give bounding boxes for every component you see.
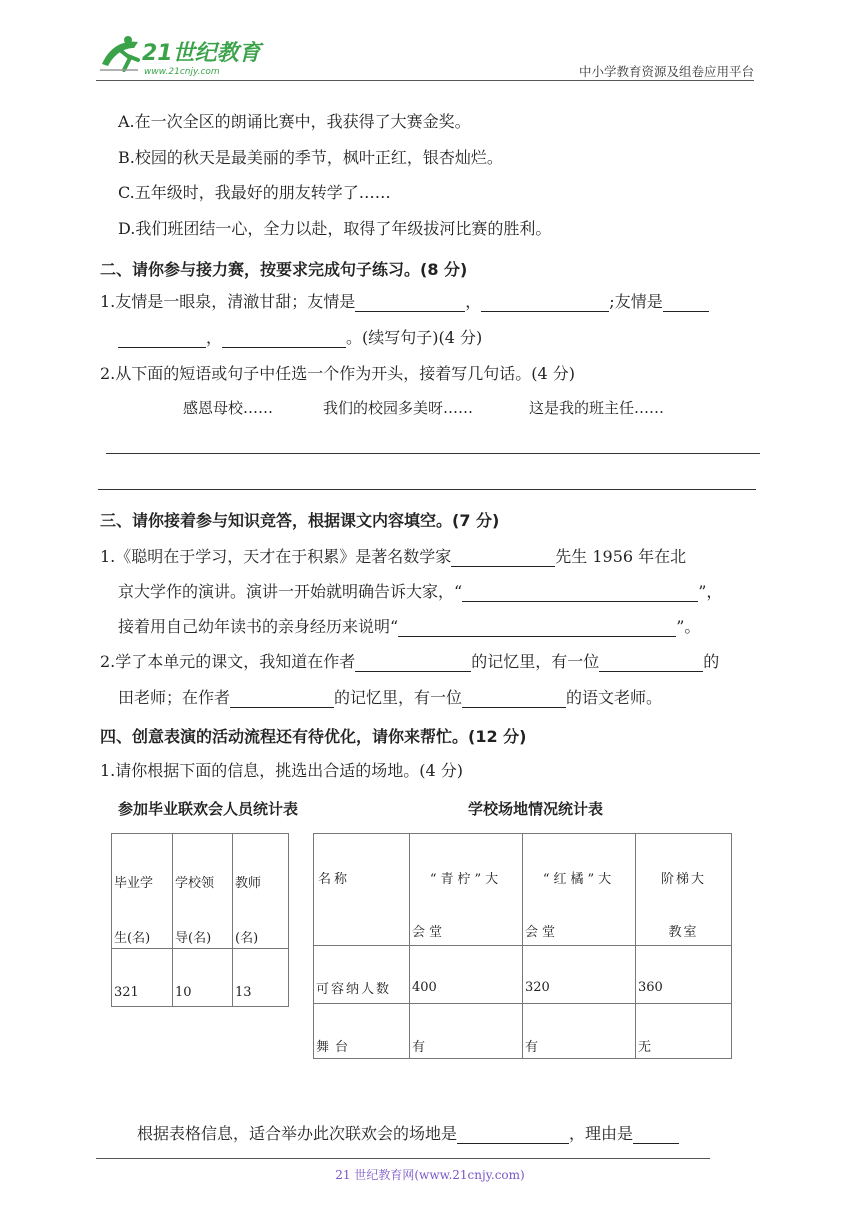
s3-q2-text-c: 的 bbox=[703, 652, 720, 671]
option-d: D.我们班团结一心，全力以赴，取得了年级拔河比赛的胜利。 bbox=[118, 219, 552, 238]
platform-name: 中小学教育资源及组卷应用平台 bbox=[578, 64, 754, 79]
s3-q2-text-a: 2.学了本单元的课文，我知道在作者 bbox=[100, 652, 356, 671]
s3-blank-7[interactable] bbox=[462, 691, 566, 708]
section-2-title: 二、请你参与接力赛，按要求完成句子练习。(8 分) bbox=[100, 260, 468, 279]
table1-cell: 321 bbox=[112, 949, 173, 1007]
table2-cell: 320 bbox=[523, 946, 636, 1004]
s2-q2: 2.从下面的短语或句子中任选一个作为开头，接着写几句话。(4 分) bbox=[100, 364, 576, 383]
s2-q1-text-a: 1.友情是一眼泉，清澈甘甜；友情是 bbox=[100, 292, 356, 311]
s3-q1-text-a: 1.《聪明在于学习，天才在于积累》是著名数学家 bbox=[100, 547, 452, 566]
s3-q2-text-f: 的语文老师。 bbox=[566, 688, 663, 707]
table2-row-label: 舞台 bbox=[314, 1004, 410, 1059]
site-logo bbox=[94, 30, 264, 82]
s2-prompt-3: 这是我的班主任…… bbox=[529, 399, 665, 417]
s3-q2-text-b: 的记忆里，有一位 bbox=[471, 652, 600, 671]
option-b: B.校园的秋天是最美丽的季节，枫叶正红，银杏灿烂。 bbox=[118, 148, 503, 167]
s2-prompt-1: 感恩母校…… bbox=[183, 399, 274, 417]
table1-header-cell: 教师 (名) bbox=[233, 834, 289, 949]
table2-row-label: 可容纳人数 bbox=[314, 946, 410, 1004]
s2-q1-line1 bbox=[100, 292, 709, 312]
writing-line-2[interactable] bbox=[98, 489, 756, 490]
table2-header-row bbox=[314, 834, 732, 946]
logo-url: www.21cnjy.com bbox=[144, 67, 220, 77]
s2-q1-text-b: ， bbox=[465, 292, 482, 311]
s3-blank-3[interactable] bbox=[398, 620, 676, 637]
s2-blank-4[interactable] bbox=[118, 331, 206, 348]
table1-title: 参加毕业联欢会人员统计表 bbox=[118, 800, 299, 818]
table2-header-cell: “红橘”大 会堂 bbox=[523, 834, 636, 946]
option-a: A.在一次全区的朗诵比赛中，我获得了大赛金奖。 bbox=[118, 112, 471, 131]
s3-blank-2[interactable] bbox=[462, 585, 698, 602]
s2-q1-text-d: ， bbox=[206, 328, 223, 347]
section-3-title: 三、请你接着参与知识竞答，根据课文内容填空。(7 分) bbox=[100, 511, 500, 530]
table2-cell: 有 bbox=[410, 1004, 523, 1059]
s2-prompt-2: 我们的校园多美呀…… bbox=[323, 399, 474, 417]
s4-blank-venue[interactable] bbox=[457, 1127, 569, 1144]
table2-cell: 360 bbox=[636, 946, 732, 1004]
s4-answer-text-a: 根据表格信息，适合举办此次联欢会的场地是 bbox=[137, 1124, 458, 1143]
s3-q1-line3 bbox=[118, 617, 700, 637]
table2-header-cell: 名称 bbox=[314, 834, 410, 946]
table1-header-row bbox=[112, 834, 289, 949]
s3-q2-text-d: 田老师；在作者 bbox=[118, 688, 231, 707]
s4-blank-reason[interactable] bbox=[633, 1127, 679, 1144]
s3-q2-line2 bbox=[118, 688, 662, 708]
footer-link[interactable]: 21 世纪教育网(www.21cnjy.com) bbox=[335, 1168, 525, 1182]
section-4-title: 四、创意表演的活动流程还有待优化，请你来帮忙。(12 分) bbox=[100, 727, 527, 746]
table1-cell: 13 bbox=[233, 949, 289, 1007]
s2-q1-line2 bbox=[118, 328, 482, 348]
s3-q1-text-d: ”， bbox=[698, 582, 723, 601]
s3-q1-line2 bbox=[118, 582, 722, 602]
option-c: C.五年级时，我最好的朋友转学了…… bbox=[118, 183, 391, 202]
s3-blank-4[interactable] bbox=[355, 655, 471, 672]
s3-blank-6[interactable] bbox=[230, 691, 334, 708]
table1-header-cell: 学校领 导(名) bbox=[173, 834, 233, 949]
s4-q1: 1.请你根据下面的信息，挑选出合适的场地。(4 分) bbox=[100, 761, 464, 780]
s3-q1-text-f: ”。 bbox=[676, 617, 701, 636]
attendee-table bbox=[111, 833, 289, 1007]
table2-header-cell: “青柠”大 会堂 bbox=[410, 834, 523, 946]
footer-divider bbox=[96, 1158, 710, 1159]
s2-blank-2[interactable] bbox=[481, 295, 609, 312]
table1-cell: 10 bbox=[173, 949, 233, 1007]
table2-cell: 无 bbox=[636, 1004, 732, 1059]
writing-line-1[interactable] bbox=[106, 453, 760, 454]
s3-q1-text-e: 接着用自己幼年读书的亲身经历来说明“ bbox=[118, 617, 399, 636]
s3-blank-1[interactable] bbox=[451, 550, 555, 567]
s4-answer-text-b: ，理由是 bbox=[569, 1124, 634, 1143]
table1-header-cell: 毕业学 生(名) bbox=[112, 834, 173, 949]
logo-text: 21世纪教育 bbox=[142, 41, 261, 66]
table2-header-cell: 阶梯大 教室 bbox=[636, 834, 732, 946]
s2-blank-1[interactable] bbox=[355, 295, 465, 312]
s2-q1-text-c: ;友情是 bbox=[609, 292, 663, 311]
s4-answer-line bbox=[137, 1124, 679, 1144]
s3-q1-text-b: 先生 1956 年在北 bbox=[555, 547, 687, 566]
table2-cell: 400 bbox=[410, 946, 523, 1004]
venue-table bbox=[313, 833, 732, 1059]
s2-blank-5[interactable] bbox=[222, 331, 346, 348]
s2-q1-text-e: 。(续写句子)(4 分) bbox=[346, 328, 483, 347]
s3-q2-text-e: 的记忆里，有一位 bbox=[334, 688, 463, 707]
table2-cell: 有 bbox=[523, 1004, 636, 1059]
s3-q1-line1 bbox=[100, 547, 686, 567]
table2-title: 学校场地情况统计表 bbox=[468, 800, 604, 818]
s3-q2-line1 bbox=[100, 652, 719, 672]
s2-blank-3[interactable] bbox=[663, 295, 709, 312]
s3-q1-text-c: 京大学作的演讲。演讲一开始就明确告诉大家，“ bbox=[118, 582, 463, 601]
table1-value-row bbox=[112, 949, 289, 1007]
header-divider bbox=[96, 80, 754, 81]
s3-blank-5[interactable] bbox=[599, 655, 703, 672]
table2-stage-row bbox=[314, 1004, 732, 1059]
table2-capacity-row bbox=[314, 946, 732, 1004]
